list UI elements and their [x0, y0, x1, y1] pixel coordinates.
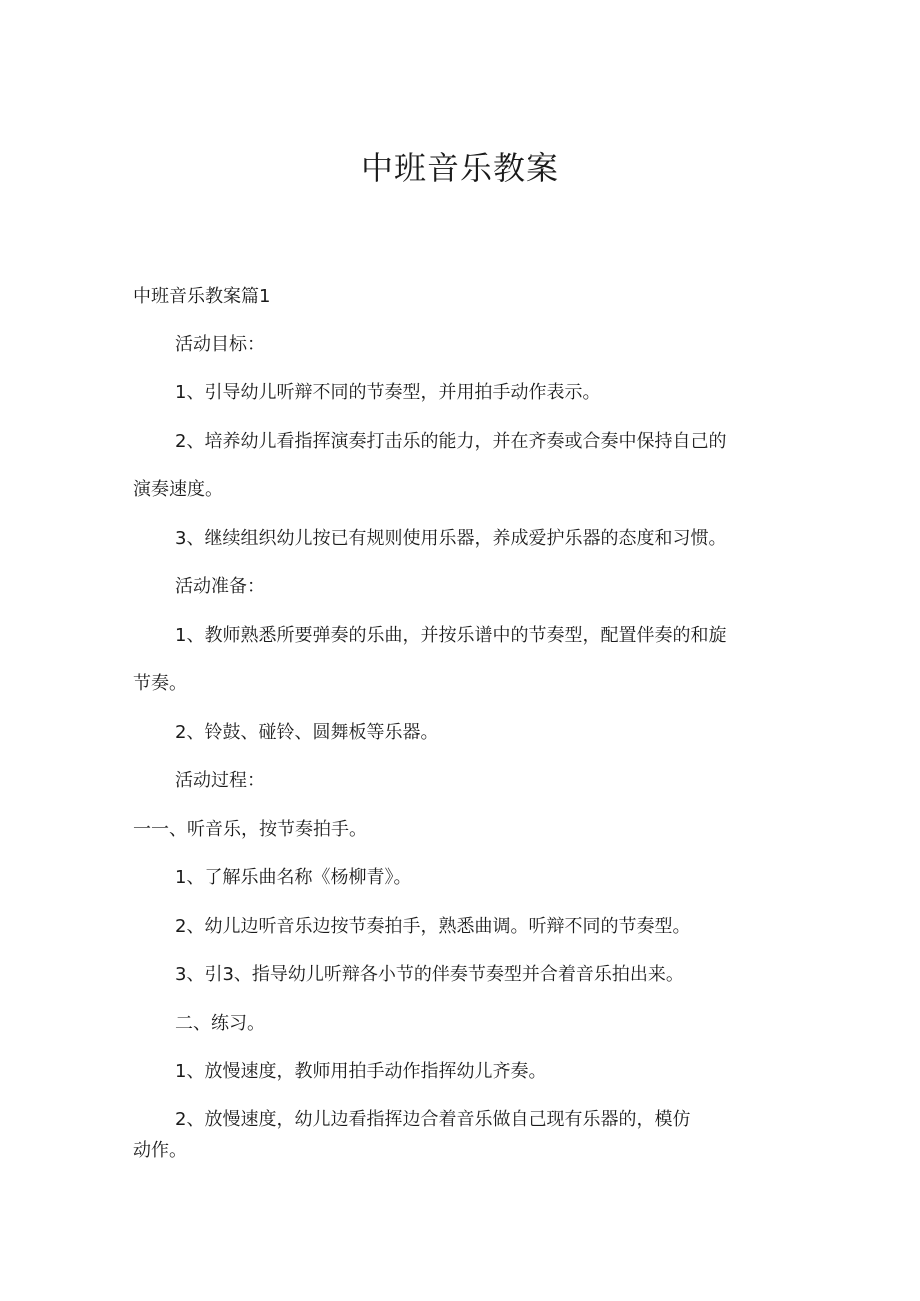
- paragraph-line: 1、引导幼儿听辩不同的节奏型，并用拍手动作表示。: [175, 382, 601, 403]
- paragraph-line: 2、幼儿边听音乐边按节奏拍手，熟悉曲调。听辩不同的节奏型。: [175, 916, 691, 937]
- paragraph-line: 演奏速度。: [133, 479, 223, 500]
- paragraph-line: 2、放慢速度，幼儿边看指挥边合着音乐做自己现有乐器的，模仿: [175, 1109, 691, 1130]
- paragraph-line: 活动过程：: [175, 770, 265, 791]
- paragraph-line: 一一、听音乐，按节奏拍手。: [133, 819, 367, 840]
- section-heading: 中班音乐教案篇1: [133, 286, 271, 307]
- document-title: 中班音乐教案: [360, 149, 559, 187]
- paragraph-line: 节奏。: [133, 673, 187, 694]
- paragraph-line: 2、铃鼓、碰铃、圆舞板等乐器。: [175, 722, 439, 743]
- paragraph-line: 2、培养幼儿看指挥演奏打击乐的能力，并在齐奏或合奏中保持自己的: [175, 431, 727, 452]
- paragraph-line: 活动目标：: [175, 334, 265, 355]
- paragraph-line: 1、教师熟悉所要弹奏的乐曲，并按乐谱中的节奏型，配置伴奏的和旋: [175, 625, 727, 646]
- paragraph-line: 3、引3、指导幼儿听辩各小节的伴奏节奏型并合着音乐拍出来。: [175, 964, 684, 985]
- paragraph-line: 活动准备：: [175, 576, 265, 597]
- paragraph-line: 1、放慢速度，教师用拍手动作指挥幼儿齐奏。: [175, 1061, 547, 1082]
- paragraph-line: 二、练习。: [175, 1013, 265, 1034]
- paragraph-line: 动作。: [133, 1140, 187, 1161]
- paragraph-line: 1、了解乐曲名称《杨柳青》。: [175, 867, 412, 888]
- paragraph-line: 3、继续组织幼儿按已有规则使用乐器，养成爱护乐器的态度和习惯。: [175, 528, 727, 549]
